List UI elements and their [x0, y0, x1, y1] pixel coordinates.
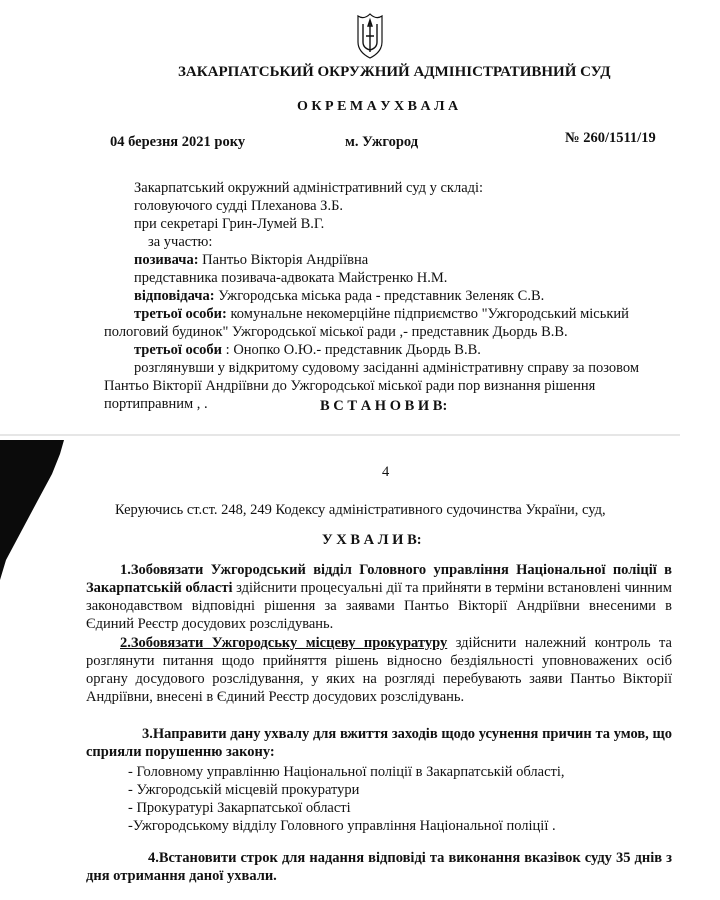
document-date: 04 березня 2021 року [110, 134, 246, 150]
ruling-item-2-bold: 2.Зобовязати Ужгородську місцеву прокуратуру [120, 635, 448, 651]
third-party-2-label: третьої особи [134, 342, 223, 358]
coat-of-arms-icon [355, 12, 385, 60]
third-party-line [134, 306, 629, 323]
ruling-item-2 [86, 634, 672, 706]
intro-line-1: Закарпатський окружний адміністративний суд у складі: [134, 180, 484, 196]
case-number: № 260/1511/19 [565, 130, 656, 146]
recipient-3: - Прокуратурі Закарпатської області [128, 800, 351, 816]
intro-line-4: за участю: [148, 234, 213, 250]
established-heading: В С Т А Н О В И В: [320, 398, 448, 414]
third-party-2-line [134, 342, 481, 359]
defendant-label: відповідача: [134, 288, 215, 304]
document-city: м. Ужгород [345, 134, 419, 150]
consider-line-c: портиправним , . [104, 396, 208, 412]
ruling-item-1-text: здійснити процесуальні дії та прийняти в терміни встановлені чинним законодавством відповідні рішення за заявами Пантьо Вікторії Андріївни внесеними в Єдиний Реєстр досудових розслідувань. [86, 580, 672, 632]
court-name: ЗАКАРПАТСЬКИЙ ОКРУЖНИЙ АДМІНІСТРАТИВНИЙ СУД [178, 64, 611, 80]
document-type: О К Р Е М А У Х В А Л А [297, 99, 459, 114]
plaintiff-name: Пантьо Вікторія Андріївна [202, 252, 369, 268]
ruling-item-2-text: здійснити належний контроль та розглянути питання щодо прийняття рішень відносно бездіяльності уповноважених осіб органу досудового розслідування, у яких на розгляді перебувають заяви Пантьо Вікторії Андріївни, внесені в Єдиний Реєстр досудових розслідувань. [86, 635, 672, 705]
plaintiff-rep: представника позивача-адвоката Майстренко Н.М. [134, 270, 448, 286]
consider-line-b: Пантьо Вікторії Андріївни до Ужгородської міської ради пор визнання рішення [104, 378, 596, 394]
page-break [0, 416, 720, 436]
third-party-label: третьої особи: [134, 306, 227, 322]
intro-line-2: головуючого судді Плеханова З.Б. [134, 198, 344, 214]
recipient-2: - Ужгородській місцевій прокуратури [128, 782, 360, 798]
defendant-name: Ужгородська міська рада - представник Зеленяк С.В. [218, 288, 545, 304]
third-party-text-a: комунальне некомерційне підприємство "Ужгородський міський [230, 306, 629, 322]
recipient-1: - Головному управлінню Національної поліції в Закарпатській області, [128, 764, 565, 780]
intro-line-3: при секретарі Грин-Лумей В.Г. [134, 216, 325, 232]
guided-line: Керуючись ст.ст. 248, 249 Кодексу адміністративного судочинства України, суд, [115, 502, 606, 518]
ruling-item-4: 4.Встановити строк для надання відповіді та виконання вказівок суду 35 днів з дня отримання даної ухвали. [86, 850, 672, 884]
recipient-4: -Ужгородському відділу Головного управління Національної поліції . [128, 818, 556, 834]
ruled-heading: У Х В А Л И В: [322, 532, 422, 548]
page-number: 4 [382, 464, 390, 480]
third-party-2-text: : Онопко О.Ю.- представник Дьордь В.В. [225, 342, 481, 358]
consider-line-a: розглянувши у відкритому судовому засіданні адміністративну справу за позовом [134, 360, 640, 376]
scan-edge-shadow [0, 440, 70, 580]
defendant-line [134, 288, 544, 305]
ruling-item-1-bold: 1.Зобовязати Ужгородський відділ Головного управління Національної поліції в Закарпатській області [86, 562, 672, 596]
ruling-item-3: 3.Направити дану ухвалу для вжиття заходів щодо усунення причин та умов, що сприяли порушенню закону: [86, 726, 672, 760]
plaintiff-line [134, 252, 368, 269]
page-break-divider [0, 434, 680, 436]
ruling-item-1 [86, 561, 672, 633]
plaintiff-label: позивача: [134, 252, 199, 268]
third-party-text-b: пологовий будинок" Ужгородської міської ради ,- представник Дьордь В.В. [104, 324, 568, 340]
